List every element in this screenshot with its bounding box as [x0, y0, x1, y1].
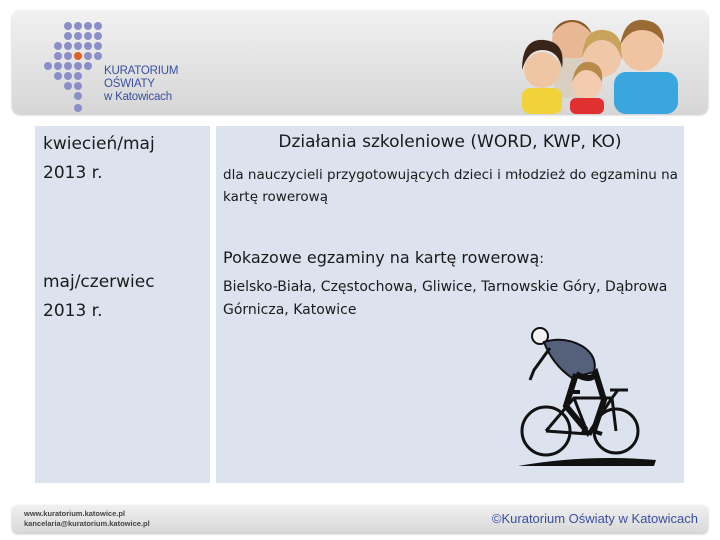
- demo-exams-colon: :: [539, 251, 544, 267]
- date-1-line-2: 2013 r.: [43, 163, 103, 183]
- date-column: [35, 126, 210, 483]
- logo-line-1: KURATORIUM: [104, 65, 179, 77]
- footer-website-link[interactable]: www.kuratorium.katowice.pl: [24, 509, 125, 518]
- footer-contacts: [24, 509, 150, 529]
- logo-line-3: w Katowicach: [104, 91, 172, 103]
- date-2-line-2: 2013 r.: [43, 301, 103, 321]
- header-banner: [12, 10, 708, 114]
- cyclist-icon: [516, 326, 656, 471]
- logo-line-2: OŚWIATY: [104, 78, 155, 90]
- date-1-line-1: kwiecień/maj: [43, 134, 155, 154]
- date-2-line-1: maj/czerwiec: [43, 272, 155, 292]
- demo-exams-title: Pokazowe egzaminy na kartę rowerową: [223, 248, 540, 267]
- date-entry-2: [43, 268, 155, 326]
- activities-description: dla nauczycieli przygotowujących dzieci i młodzież do egzaminu na kartę rowerową: [223, 167, 678, 205]
- children-photo-icon: [502, 10, 708, 114]
- kuratorium-logo-text: [104, 65, 178, 104]
- activities-column: [216, 126, 684, 483]
- kuratorium-logo-icon: [38, 20, 108, 114]
- footer-email-link[interactable]: kancelaria@kuratorium.katowice.pl: [24, 519, 150, 528]
- activities-heading: Działania szkoleniowe (WORD, KWP, KO): [278, 132, 622, 152]
- exam-cities: Bielsko-Biała, Częstochowa, Gliwice, Tarnowskie Góry, Dąbrowa Górnicza, Katowice: [223, 279, 668, 318]
- demo-exams-heading: [223, 248, 544, 267]
- date-entry-1: [43, 130, 155, 188]
- footer-copyright: ©Kuratorium Oświaty w Katowicach: [491, 511, 698, 526]
- footer-bar: [12, 505, 708, 533]
